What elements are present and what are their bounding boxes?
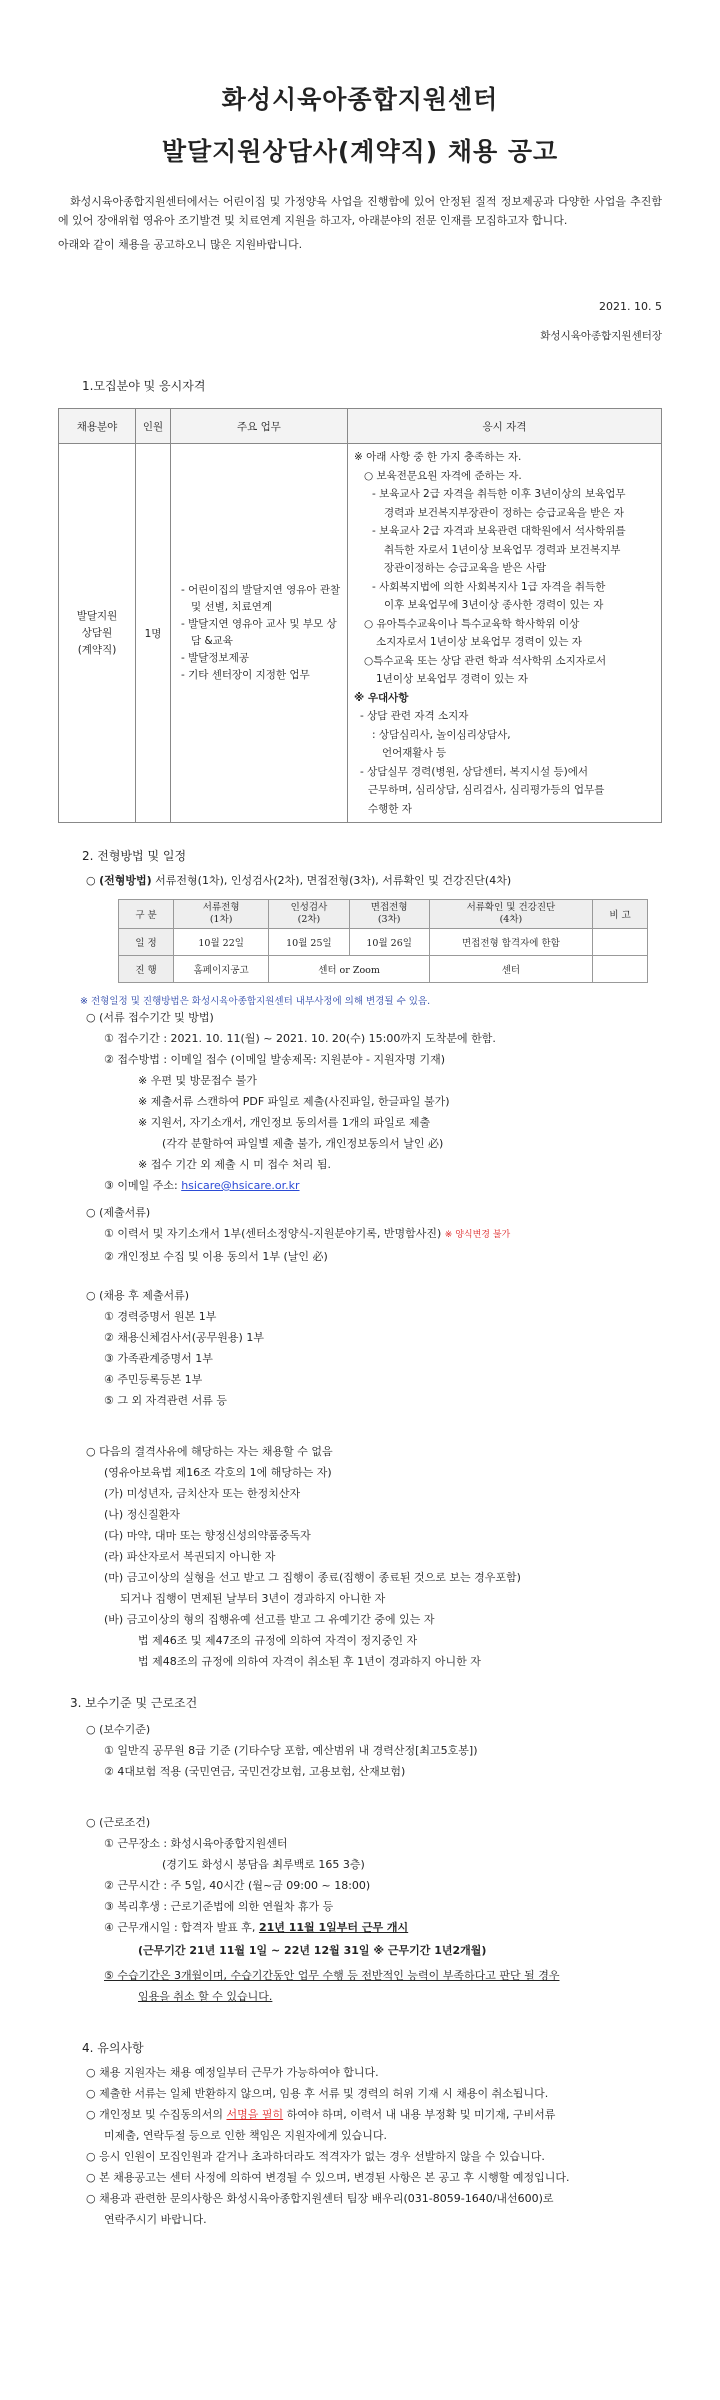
after-item: ③ 가족관계증명서 1부	[104, 1352, 213, 1365]
work-item: ② 근무시간 : 주 5일, 40시간 (월~금 09:00 ~ 18:00)	[104, 1879, 371, 1892]
disqualification-item: (나) 정신질환자	[104, 1508, 180, 1521]
count-cell: 1명	[136, 444, 171, 823]
disqualification-item: (바) 금고이상의 형의 집행유예 선고를 받고 그 유예기간 중에 있는 자	[104, 1613, 435, 1626]
work-item: ① 근무장소 : 화성시육아종합지원센터	[104, 1837, 288, 1850]
receipt-note: ※ 제출서류 스캔하여 PDF 파일로 제출(사진파일, 한글파일 불가)	[138, 1095, 450, 1108]
receipt-note: ※ 지원서, 자기소개서, 개인정보 동의서를 1개의 파일로 제출	[138, 1116, 431, 1129]
th-qualification: 응시 자격	[348, 409, 662, 444]
submit-item: ① 이력서 및 자기소개서 1부(센터소정양식-지원분야기록, 반명함사진) ※ 양식변경 불가	[104, 1227, 511, 1240]
email-link[interactable]: hsicare@hsicare.or.kr	[181, 1179, 300, 1192]
section-1-heading: 1.모집분야 및 응시자격	[82, 379, 206, 393]
receipt-period: ① 접수기간 : 2021. 10. 11(월) ~ 2021. 10. 20(수) 15:00까지 도착분에 한함.	[104, 1032, 496, 1045]
recruit-table	[58, 408, 662, 823]
probation-note: ⑤ 수습기간은 3개월이며, 수습기간동안 업무 수행 등 전반적인 능력이 부족하다고 판단 될 경우	[104, 1969, 560, 1982]
disqualification-heading: ○ 다음의 결격사유에 해당하는 자는 채용할 수 없음	[86, 1445, 333, 1458]
disqualification-sub: (영유아보육법 제16조 각호의 1에 해당하는 자)	[104, 1466, 332, 1479]
recruit-table-header	[59, 409, 662, 444]
pay-item: ① 일반직 공무원 8급 기준 (기타수당 포함, 예산범위 내 경력산정[최고5호봉])	[104, 1744, 478, 1757]
selection-method: ○ (전형방법) 서류전형(1차), 인성검사(2차), 면접전형(3차), 서류확인 및 건강진단(4차)	[86, 874, 512, 887]
caution-item: ○ 개인정보 및 수집동의서의 서명을 필히 하여야 하며, 이력서 내 내용 부정확 및 미기재, 구비서류	[86, 2108, 556, 2121]
schedule-note: ※ 전형일정 및 진행방법은 화성시육아종합지원센터 내부사정에 의해 변경될 수 있음.	[80, 996, 431, 1007]
caution-item: ○ 본 채용공고는 센터 사정에 의하여 변경될 수 있으며, 변경된 사항은 본 공고 후 시행할 예정입니다.	[86, 2171, 570, 2184]
disqualification-item: (다) 마약, 대마 또는 향정신성의약품중독자	[104, 1529, 311, 1542]
receipt-heading: ○ (서류 접수기간 및 방법)	[86, 1011, 214, 1024]
after-item: ① 경력증명서 원본 1부	[104, 1310, 217, 1323]
duty-item: - 발달정보제공	[181, 652, 249, 664]
receipt-note: ※ 접수 기간 외 제출 시 미 접수 처리 됨.	[138, 1158, 331, 1171]
section-3-heading: 3. 보수기준 및 근로조건	[70, 1696, 198, 1710]
intro-closing: 아래와 같이 채용을 공고하오니 많은 지원바랍니다.	[58, 238, 303, 251]
notice-title: 발달지원상담사(계약직) 채용 공고	[161, 137, 559, 166]
center-title: 화성시육아종합지원센터	[221, 85, 499, 114]
start-date: 21년 11월 1일부터 근무 개시	[258, 1921, 409, 1934]
schedule-header: 구 분 서류전형 (1차) 인성검사 (2차) 면접전형 (3차) 서류확인 및 건강진단 (4차) 비 고	[119, 900, 648, 929]
caution-item: ○ 채용 지원자는 채용 예정일부터 근무가 가능하여야 합니다.	[86, 2066, 379, 2079]
issuer: 화성시육아종합지원센터장	[540, 330, 662, 342]
caution-item: ○ 응시 인원이 모집인원과 같거나 초과하더라도 적격자가 없는 경우 선발하지 않을 수 있습니다.	[86, 2150, 545, 2163]
after-item: ⑤ 그 외 자격관련 서류 등	[104, 1394, 227, 1407]
signature-required: 서명을 필히	[226, 2108, 284, 2121]
section-2-heading: 2. 전형방법 및 일정	[82, 849, 187, 863]
after-item: ④ 주민등록등본 1부	[104, 1373, 203, 1386]
work-item: ③ 복리후생 : 근로기준법에 의한 연월차 휴가 등	[104, 1900, 334, 1913]
work-period: (근무기간 21년 11월 1일 ~ 22년 12월 31일 ※ 근무기간 1년2개월)	[138, 1944, 487, 1957]
schedule-row-dates: 일 정 10월 22일 10월 25일 10월 26일 면접전형 합격자에 한함	[119, 929, 648, 956]
disqualification-item: 법 제46조 및 제47조의 규정에 의하여 자격이 정지중인 자	[138, 1634, 418, 1647]
work-item: ④ 근무개시일 : 합격자 발표 후, 21년 11월 1일부터 근무 개시	[104, 1921, 409, 1934]
schedule-row-progress: 진 행 홈페이지공고 센터 or Zoom 센터	[119, 956, 648, 983]
caution-item: 미제출, 연락두절 등으로 인한 책임은 지원자에게 있습니다.	[104, 2129, 387, 2142]
email-line: ③ 이메일 주소: hsicare@hsicare.or.kr	[104, 1179, 300, 1192]
form-note: ※ 양식변경 불가	[444, 1230, 511, 1240]
duty-item: - 발달지연 영유아 교사 및 부모 상담 &교육	[181, 618, 337, 647]
th-count: 인원	[136, 409, 171, 444]
after-item: ② 채용신체검사서(공무원용) 1부	[104, 1331, 264, 1344]
submit-item: ② 개인정보 수집 및 이용 동의서 1부 (날인 必)	[104, 1250, 328, 1263]
schedule-table	[118, 899, 648, 983]
intro-paragraph: 화성시육아종합지원센터에서는 어린이집 및 가정양육 사업을 진행함에 있어 안정된 질적 정보제공과 다양한 사업을 추진함에 있어 장애위험 영유아 조기발견 및 치료연계 지원을 하고자, 아래분야의 전문 인재를 모집하고자 합니다.	[58, 195, 662, 227]
submit-heading: ○ (제출서류)	[86, 1206, 151, 1219]
notice-date: 2021. 10. 5	[599, 300, 662, 313]
disqualification-item: (라) 파산자로서 복권되지 아니한 자	[104, 1550, 276, 1563]
disqualification-item: 되거나 집행이 면제된 날부터 3년이 경과하지 아니한 자	[120, 1592, 386, 1605]
pay-heading: ○ (보수기준)	[86, 1723, 151, 1736]
pay-item: ② 4대보험 적용 (국민연금, 국민건강보험, 고용보험, 산재보험)	[104, 1765, 406, 1778]
disqualification-item: 법 제48조의 규정에 의하여 자격이 취소된 후 1년이 경과하지 아니한 자	[138, 1655, 481, 1668]
caution-item: ○ 제출한 서류는 일체 반환하지 않으며, 임용 후 서류 및 경력의 허위 기재 시 채용이 취소됩니다.	[86, 2087, 549, 2100]
qualification-cell: ※ 아래 사항 중 한 가지 충족하는 자. ○ 보육전문요원 자격에 준하는 자. - 보육교사 2급 자격을 취득한 이후 3년이상의 보육업무 경력과 보건복지부장관이 정하는 승급교육을 받은 자 - 보육교사 2급 자격과 보육관련 대학원에서 석사학위를 취득한 자로서 1년이상 보육업무 경력과 보건복지부 장관이정하는 승급교육을 받은 사람 - 사회복지법에 의한 사회복지사 1급 자격을 취득한 이후 보육업무에 3년이상 종사한 경력이 있는 자 ○ 유아특수교육이나 특수교육학 학사학위 이상 소지자로서 1년이상 보육업무 경력이 있는 자 ○특수교육 또는 상담 관련 학과 석사학위 소지자로서 1년이상 보육업무 경력이 있는 자 ※ 우대사항 - 상담 관련 자격 소지자 : 상담심리사, 놀이심리상담사, 언어재활사 등 - 상담실무 경력(병원, 상담센터, 복지시설 등)에서 근무하며, 심리상담, 심리검사, 심리평가등의 업무를 수행한 자	[348, 444, 662, 823]
th-field: 채용분야	[59, 409, 136, 444]
caution-item: ○ 채용과 관련한 문의사항은 화성시육아종합지원센터 팀장 배우리(031-8059-1640/내선600)로	[86, 2192, 554, 2205]
after-heading: ○ (채용 후 제출서류)	[86, 1289, 190, 1302]
duty-item: - 어린이집의 발달지연 영유아 관찰 및 선별, 치료연계	[181, 584, 341, 613]
field-cell: 발달지원 상담원 (계약직)	[59, 444, 136, 823]
receipt-method: ② 접수방법 : 이메일 접수 (이메일 발송제목: 지원분야 - 지원자명 기재)	[104, 1053, 446, 1066]
duty-item: - 기타 센터장이 지정한 업무	[181, 669, 310, 681]
disqualification-item: (가) 미성년자, 금치산자 또는 한정치산자	[104, 1487, 301, 1500]
work-heading: ○ (근로조건)	[86, 1816, 151, 1829]
th-duty: 주요 업무	[171, 409, 348, 444]
recruit-table-row	[59, 444, 662, 823]
caution-item: 연락주시기 바랍니다.	[104, 2213, 207, 2226]
receipt-note: (각각 분할하여 파일별 제출 불가, 개인정보동의서 날인 必)	[162, 1137, 444, 1150]
duty-cell	[171, 444, 348, 823]
receipt-note: ※ 우편 및 방문접수 불가	[138, 1074, 257, 1087]
disqualification-item: (마) 금고이상의 실형을 선고 받고 그 집행이 종료(집행이 종료된 것으로 보는 경우포함)	[104, 1571, 521, 1584]
section-4-heading: 4. 유의사항	[82, 2041, 144, 2055]
work-item: (경기도 화성시 봉담읍 최루백로 165 3층)	[162, 1858, 365, 1871]
probation-note: 임용을 취소 할 수 있습니다.	[138, 1990, 273, 2003]
